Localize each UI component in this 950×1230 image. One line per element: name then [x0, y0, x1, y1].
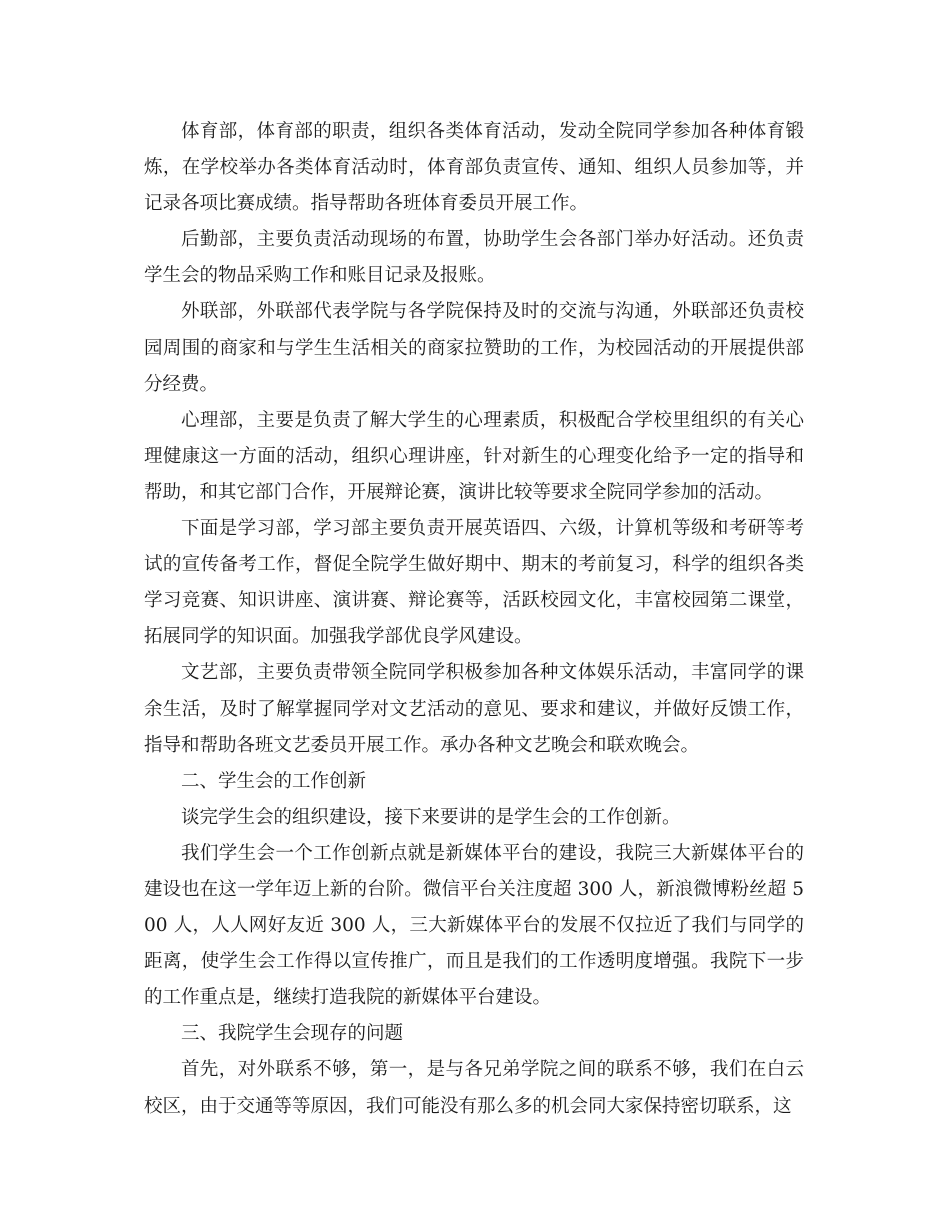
- paragraph-external-relations-department: 外联部，外联部代表学院与各学院保持及时的交流与沟通，外联部还负责校园周围的商家和与学生生活相关的商家拉赞助的工作，为校园活动的开展提供部分经费。: [144, 301, 804, 395]
- paragraph-arts-department: 文艺部，主要负责带领全院同学积极参加各种文体娱乐活动，丰富同学的课余生活，及时了解掌握同学对文艺活动的意见、要求和建议，并做好反馈工作，指导和帮助各班文艺委员开展工作。承办各种文艺晚会和联欢晚会。: [144, 662, 804, 756]
- section-heading-existing-problems: 三、我院学生会现存的问题: [181, 1023, 404, 1045]
- paragraph-study-department: 下面是学习部，学习部主要负责开展英语四、六级，计算机等级和考研等考试的宣传备考工作，督促全院学生做好期中、期末的考前复习，科学的组织各类学习竞赛、知识讲座、演讲赛、辩论赛等，活跃校园文化，丰富校园第二课堂，拓展同学的知识面。加强我学部优良学风建设。: [144, 518, 804, 648]
- paragraph-new-media: 我们学生会一个工作创新点就是新媒体平台的建设，我院三大新媒体平台的建设也在这一学年迈上新的台阶。微信平台关注度超 300 人，新浪微博粉丝超 500 人，人人网好友近 300 人，三大新媒体平台的发展不仅拉近了我们与同学的距离，使学生会工作得以宣传推广，而且是我们的工作透明度增强。我院下一步的工作重点是，继续打造我院的新媒体平台建设。: [144, 842, 804, 1009]
- paragraph-innovation-intro: 谈完学生会的组织建设，接下来要讲的是学生会的工作创新。: [181, 806, 681, 828]
- section-heading-work-innovation: 二、学生会的工作创新: [181, 770, 367, 792]
- paragraph-logistics-department: 后勤部，主要负责活动现场的布置，协助学生会各部门举办好活动。还负责学生会的物品采购工作和账目记录及报账。: [144, 229, 804, 287]
- paragraph-external-contact: 首先，对外联系不够，第一，是与各兄弟学院之间的联系不够，我们在白云校区，由于交通等等原因，我们可能没有那么多的机会同大家保持密切联系，这: [144, 1059, 804, 1117]
- document-body: [144, 114, 804, 1125]
- paragraph-psychology-department: 心理部，主要是负责了解大学生的心理素质，积极配合学校里组织的有关心理健康这一方面的活动，组织心理讲座，针对新生的心理变化给予一定的指导和帮助，和其它部门合作，开展辩论赛，演讲比较等要求全院同学参加的活动。: [144, 409, 804, 503]
- paragraph-sports-department: 体育部，体育部的职责，组织各类体育活动，发动全院同学参加各种体育锻炼，在学校举办各类体育活动时，体育部负责宣传、通知、组织人员参加等，并记录各项比赛成绩。指导帮助各班体育委员开展工作。: [144, 121, 804, 215]
